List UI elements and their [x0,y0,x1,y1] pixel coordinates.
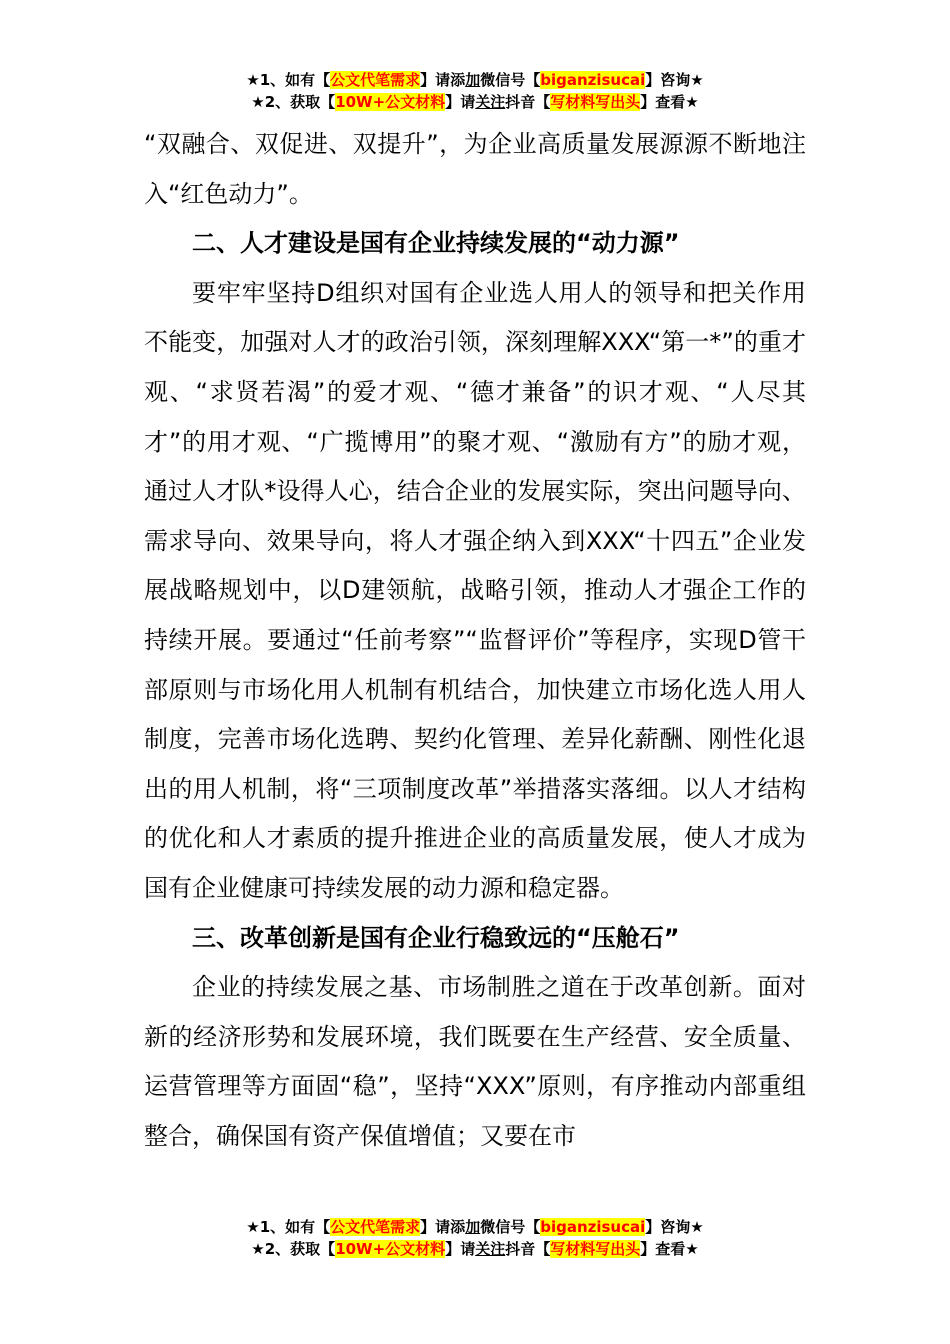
promo-text: 】请 [445,1240,476,1258]
promo-text: 微信号【 [480,1218,541,1236]
promo-text: 】请添 [420,71,466,89]
promo-highlight: 公文代笔需求 [330,1218,421,1236]
promo-highlight: 10W+公文材料 [335,1240,446,1258]
promo-line-1 [0,69,950,91]
promo-douyin-account: 写材料写出头 [550,1240,641,1258]
promo-line-2 [0,91,950,113]
promo-douyin-account: 写材料写出头 [550,93,641,111]
promo-wechat-id: biganzisucai [540,71,646,89]
promo-text: 抖音【 [505,93,551,111]
promo-underlined-text: 关注 [475,93,506,111]
footer-promo-banner [0,1216,950,1260]
paragraph-talent: 要牢牢坚持D组织对国有企业选人用人的领导和把关作用不能变，加强对人才的政治引领，深刻理解XXX“第一*”的重才观、“求贤若渴”的爱才观、“德才兼备”的识才观、“人尽其才”的用才观、“广揽博用”的聚才观、“激励有方”的励才观，通过人才队*设得人心，结合企业的发展实际，突出问题导向、需求导向、效果导向，将人才强企纳入到XXX“十四五”企业发展战略规划中，以D建领航，战略引领，推动人才强企工作的持续开展。要通过“任前考察”“监督评价”等程序，实现D管干部原则与市场化用人机制有机结合，加快建立市场化选人用人制度，完善市场化选聘、契约化管理、差异化薪酬、刚性化退出的用人机制，将“三项制度改革”举措落实落细。以人才结构的优化和人才素质的提升推进企业的高质量发展，使人才成为国有企业健康可持续发展的动力源和稳定器。 [144,278,806,902]
section-heading-2: 二、人才建设是国有企业持续发展的“动力源” [192,229,680,258]
promo-text: 】查看★ [640,93,699,111]
paragraph-continuation: “双融合、双促进、双提升”，为企业高质量发展源源不断地注入“红色动力”。 [144,130,806,208]
promo-text: 】请 [445,93,476,111]
promo-text: 微信号【 [480,71,541,89]
promo-underlined-text: 关注 [475,1240,506,1258]
promo-text: ★2、获取【 [251,1240,336,1258]
promo-line-2 [0,1238,950,1260]
promo-text: 】咨询★ [645,1218,704,1236]
section-heading-3: 三、改革创新是国有企业行稳致远的“压舱石” [192,923,680,952]
paragraph-reform: 企业的持续发展之基、市场制胜之道在于改革创新。面对新的经济形势和发展环境，我们既要在生产经营、安全质量、运营管理等方面固“稳”，坚持“XXX”原则，有序推动内部重组整合，确保国有资产保值增值；又要在市 [144,973,806,1150]
promo-underlined-text: 加 [465,1218,481,1236]
header-promo-banner [0,69,950,113]
promo-text: 】咨询★ [645,71,704,89]
promo-text: ★2、获取【 [251,93,336,111]
promo-text: ★1、如有【 [246,71,331,89]
document-body [144,120,806,1161]
promo-wechat-id: biganzisucai [540,1218,646,1236]
promo-text: 】请添 [420,1218,466,1236]
promo-text: 抖音【 [505,1240,551,1258]
promo-text: 】查看★ [640,1240,699,1258]
promo-line-1 [0,1216,950,1238]
promo-highlight: 10W+公文材料 [335,93,446,111]
promo-underlined-text: 加 [465,71,481,89]
promo-text: ★1、如有【 [246,1218,331,1236]
promo-highlight: 公文代笔需求 [330,71,421,89]
